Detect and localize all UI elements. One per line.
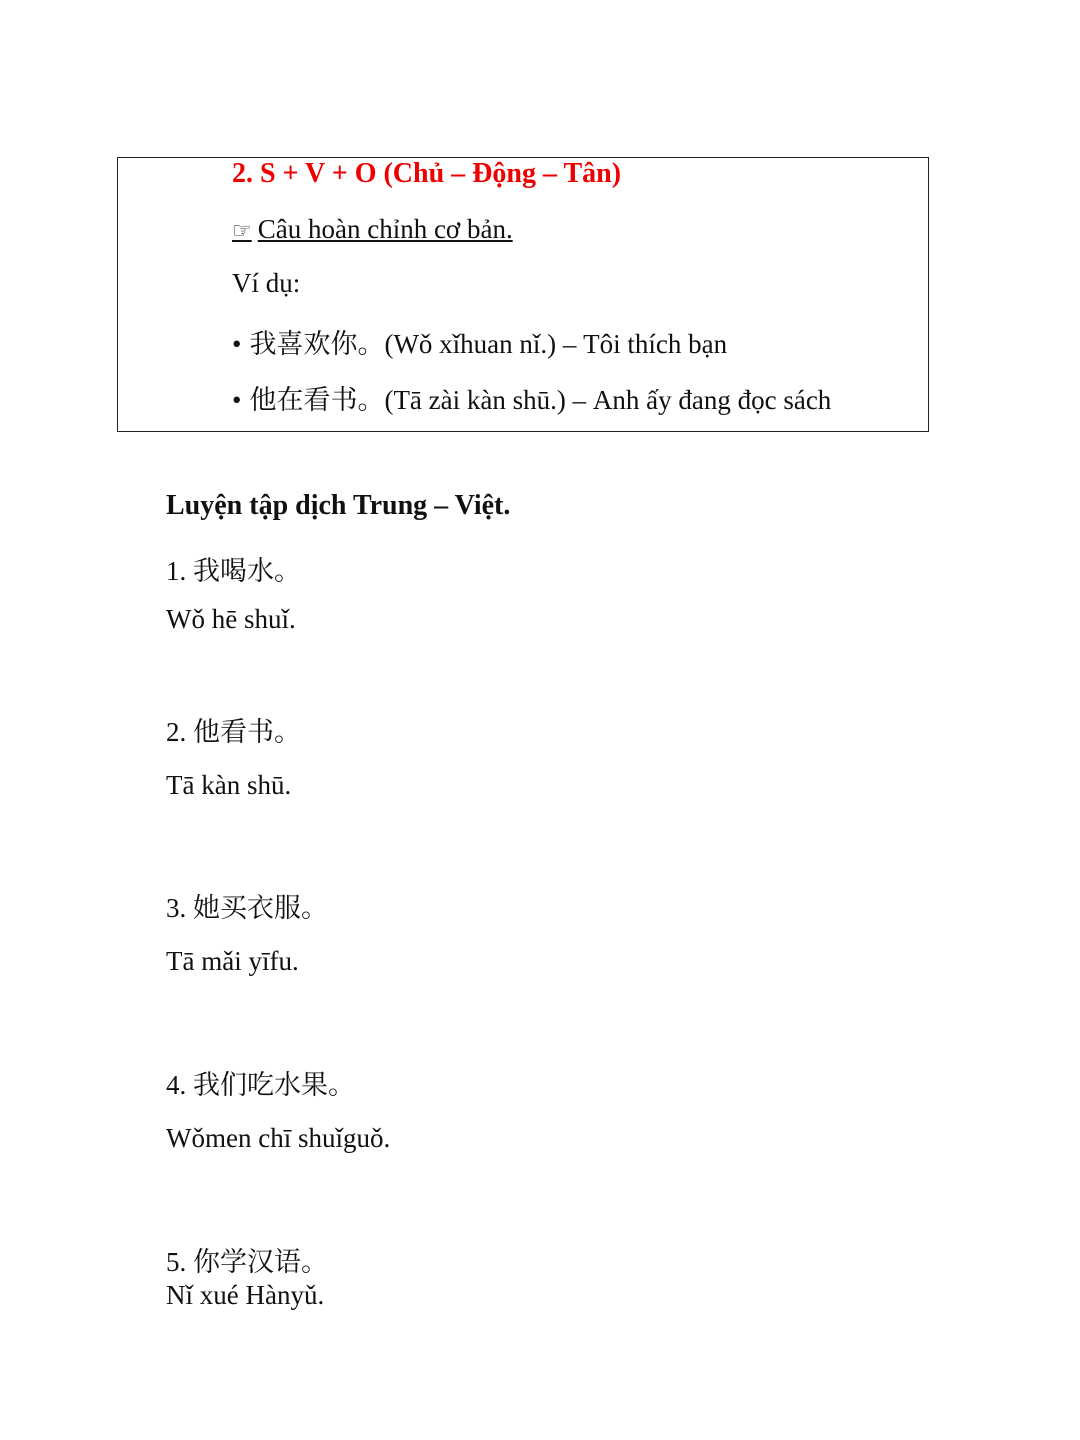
example-bullet-1 [232,322,727,361]
rule-note [232,214,513,245]
example-bullet-2 [232,378,831,417]
pointing-hand-icon: ☞ [232,219,252,244]
exercise-2-chinese: 2. 他看书。 [166,717,301,747]
exercise-1-chinese: 1. 我喝水。 [166,556,301,586]
exercise-2-pinyin: Tā kàn shū. [166,770,292,800]
exercise-5-pinyin: Nǐ xué Hànyǔ. [166,1280,325,1310]
exercise-4-chinese: 4. 我们吃水果。 [166,1070,355,1100]
rule-heading: 2. S + V + O (Chủ – Động – Tân) [232,158,622,189]
practice-heading: Luyện tập dịch Trung – Việt. [166,490,511,521]
exercise-1-pinyin: Wǒ hē shuǐ. [166,604,296,634]
rule-note-text: Câu hoàn chỉnh cơ bản. [257,214,513,244]
exercise-4-pinyin: Wǒmen chī shuǐguǒ. [166,1123,391,1153]
bullet-icon: • [232,329,242,359]
bullet-icon: • [232,385,242,415]
example-label: Ví dụ: [232,268,301,298]
exercise-3-chinese: 3. 她买衣服。 [166,893,328,923]
exercise-5-pinyin-cutoff [166,1280,366,1310]
exercise-5-chinese: 5. 你学汉语。 [166,1247,328,1277]
example-text-2: 他在看书。(Tā zài kàn shū.) – Anh ấy đang đọc sách [249,385,832,415]
exercise-3-pinyin: Tā mǎi yīfu. [166,946,299,976]
example-text-1: 我喜欢你。(Wǒ xǐhuan nǐ.) – Tôi thích bạn [249,329,728,359]
